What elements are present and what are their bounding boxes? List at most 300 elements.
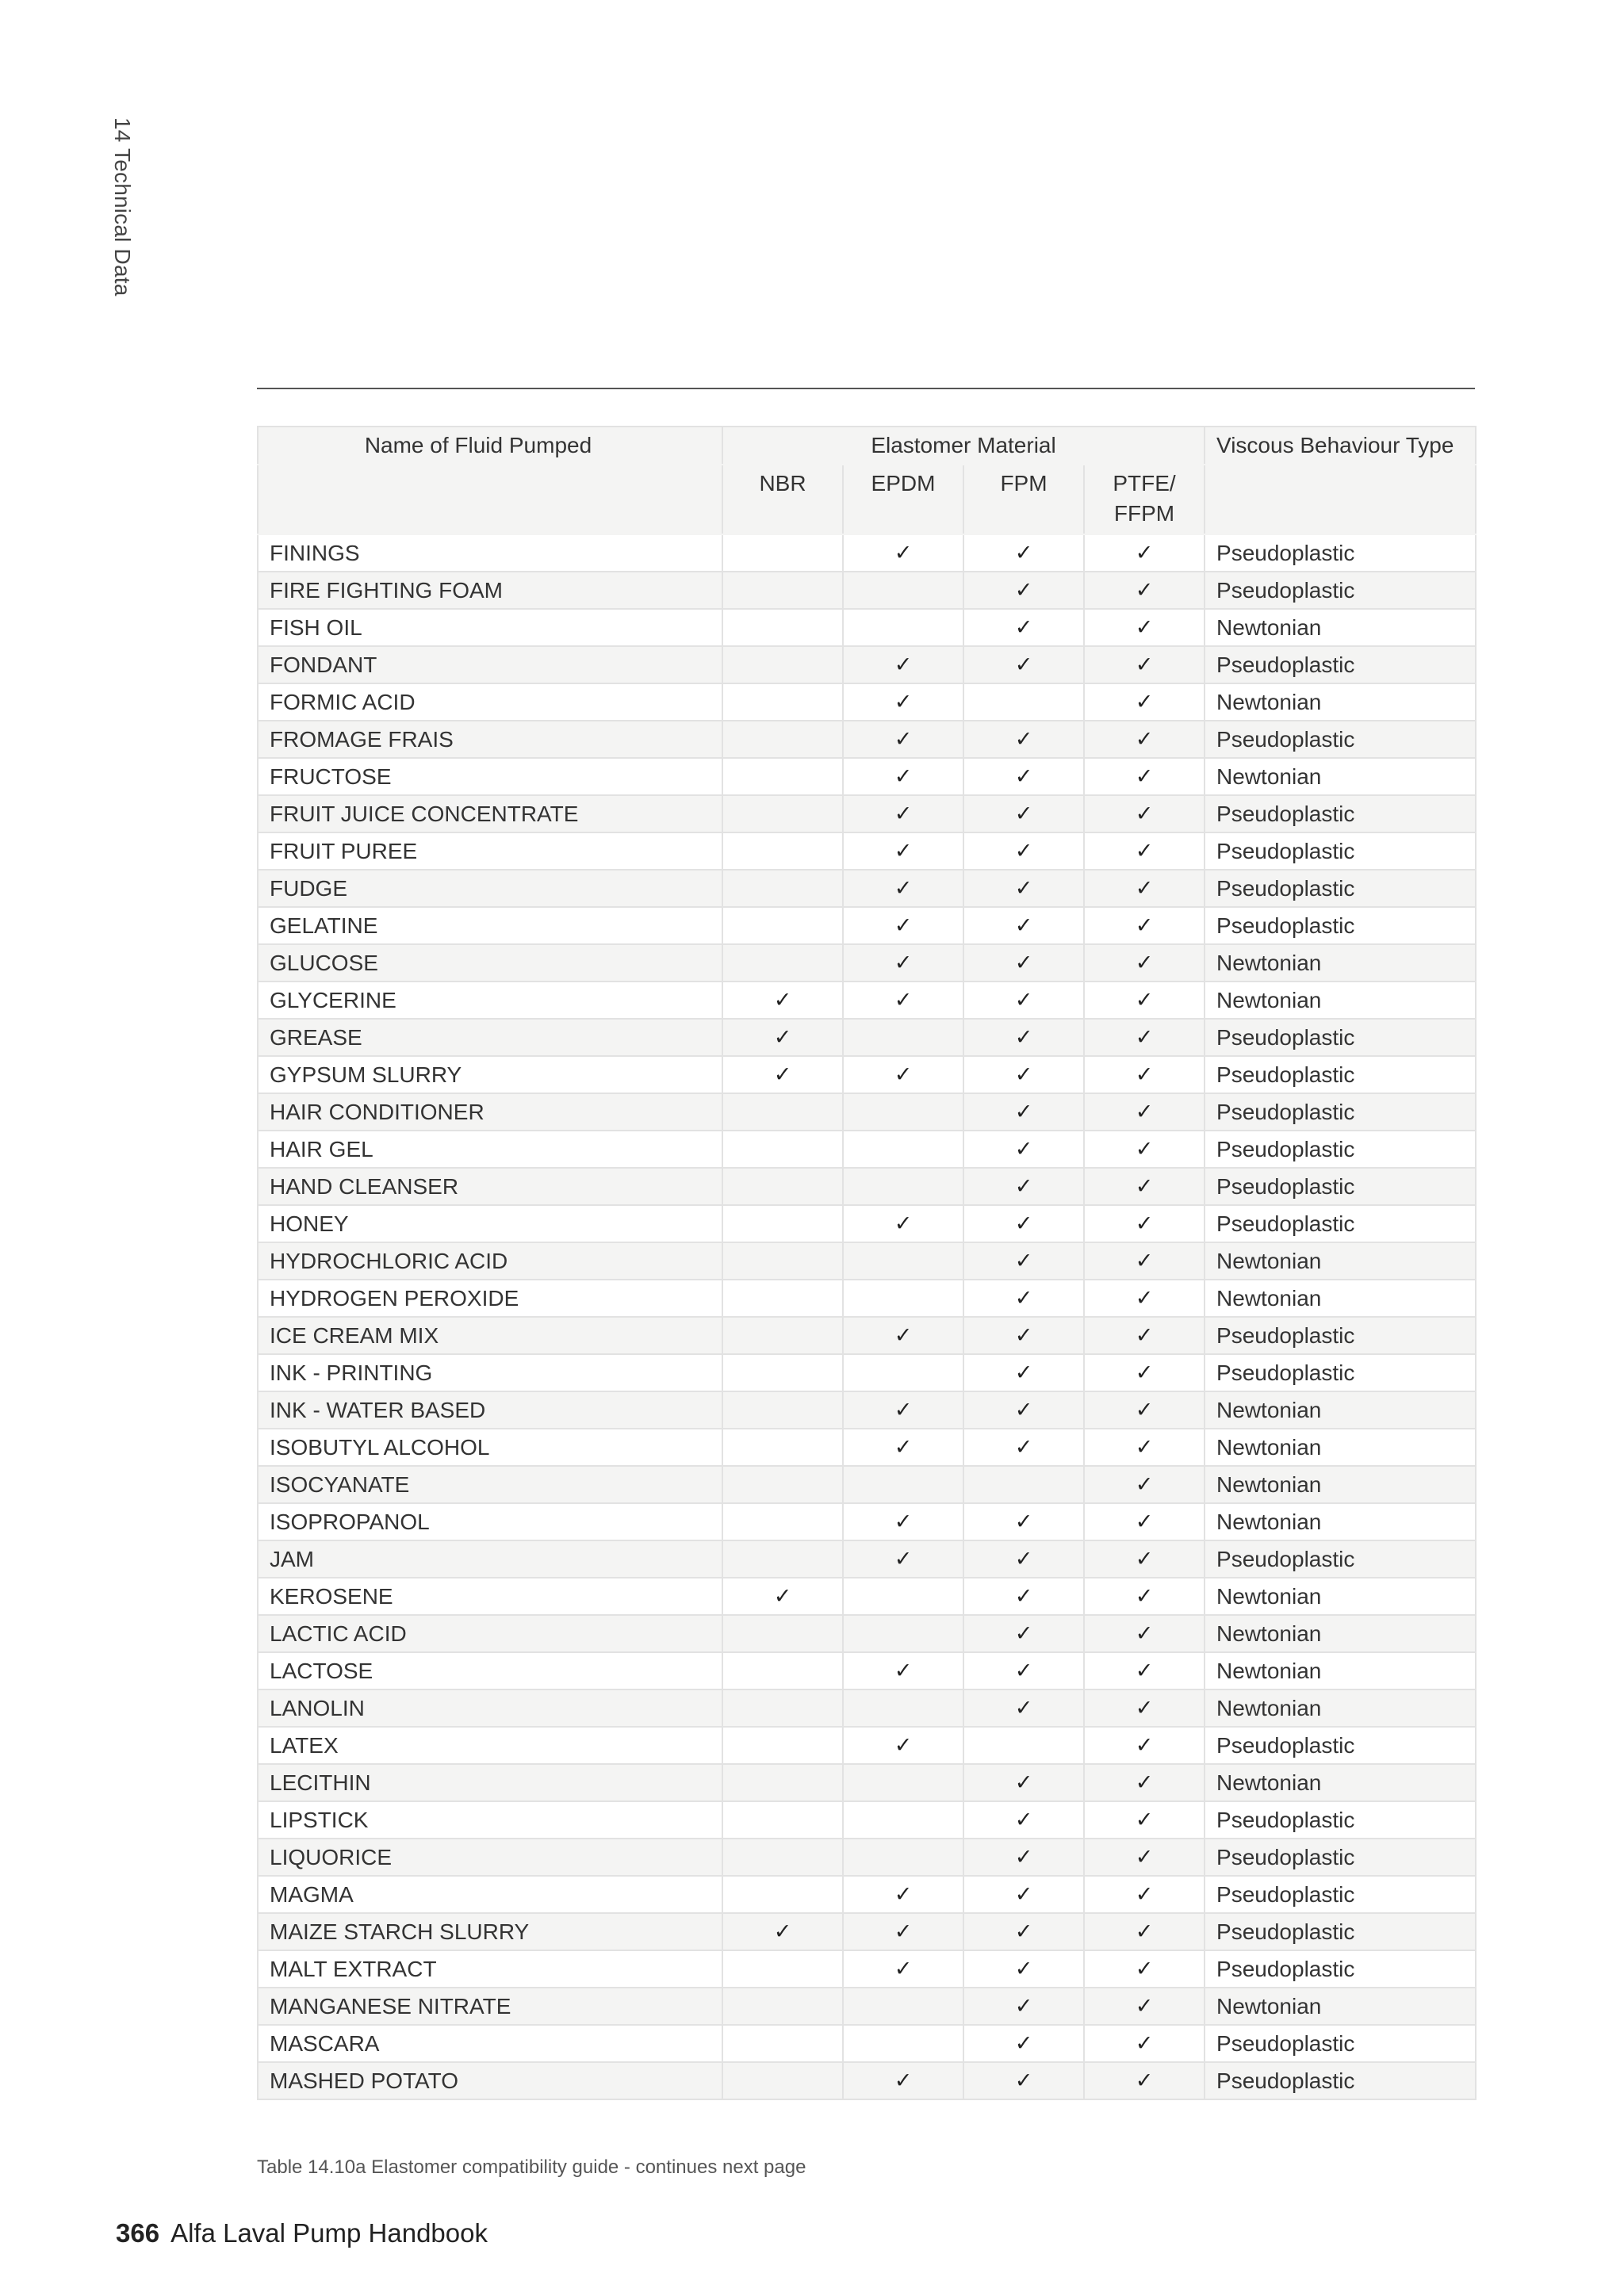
viscous-type-cell: Pseudoplastic [1205, 1168, 1476, 1205]
check-mark-icon: ✓ [1014, 1659, 1033, 1682]
fpm-compat-cell [963, 1391, 1084, 1429]
fluid-name-cell: MALT EXTRACT [258, 1950, 722, 1988]
viscous-type-cell: Pseudoplastic [1205, 1913, 1476, 1950]
check-mark-icon: ✓ [1135, 1360, 1154, 1384]
table-row [258, 1429, 1476, 1466]
ptfe-compat-cell [1084, 1689, 1205, 1727]
header-elastomer-material: Elastomer Material [722, 427, 1205, 465]
fluid-name-cell: GLYCERINE [258, 982, 722, 1019]
check-mark-icon: ✓ [894, 1323, 913, 1347]
epdm-compat-cell [843, 2025, 963, 2062]
check-mark-icon: ✓ [1014, 1100, 1033, 1123]
ptfe-compat-cell [1084, 1131, 1205, 1168]
fluid-name-cell: FRUIT PUREE [258, 832, 722, 870]
fluid-name-cell: MANGANESE NITRATE [258, 1988, 722, 2025]
table-row [258, 1913, 1476, 1950]
nbr-compat-cell [722, 1354, 843, 1391]
check-mark-icon: ✓ [1135, 1062, 1154, 1086]
check-mark-icon: ✓ [1014, 1286, 1033, 1310]
check-mark-icon: ✓ [894, 652, 913, 676]
fpm-compat-cell [963, 1839, 1084, 1876]
check-mark-icon: ✓ [1135, 1882, 1154, 1906]
nbr-compat-cell [722, 832, 843, 870]
ptfe-compat-cell [1084, 1280, 1205, 1317]
ptfe-compat-cell [1084, 982, 1205, 1019]
ptfe-compat-cell [1084, 1876, 1205, 1913]
check-mark-icon: ✓ [1135, 1733, 1154, 1757]
check-mark-icon: ✓ [894, 951, 913, 974]
check-mark-icon: ✓ [773, 1919, 792, 1943]
check-mark-icon: ✓ [1135, 690, 1154, 714]
table-row [258, 1205, 1476, 1242]
epdm-compat-cell [843, 1764, 963, 1801]
viscous-type-cell: Newtonian [1205, 1689, 1476, 1727]
viscous-type-cell: Newtonian [1205, 1578, 1476, 1615]
ptfe-compat-cell [1084, 758, 1205, 795]
check-mark-icon: ✓ [1135, 615, 1154, 639]
ptfe-compat-cell [1084, 2025, 1205, 2062]
check-mark-icon: ✓ [894, 727, 913, 751]
epdm-compat-cell [843, 2062, 963, 2099]
check-mark-icon: ✓ [1135, 839, 1154, 863]
nbr-compat-cell [722, 870, 843, 907]
viscous-type-cell: Pseudoplastic [1205, 1317, 1476, 1354]
epdm-compat-cell [843, 721, 963, 758]
epdm-compat-cell [843, 1689, 963, 1727]
epdm-compat-cell [843, 944, 963, 982]
viscous-type-cell: Pseudoplastic [1205, 1839, 1476, 1876]
check-mark-icon: ✓ [1014, 1919, 1033, 1943]
ptfe-compat-cell [1084, 1466, 1205, 1503]
fluid-name-cell: LATEX [258, 1727, 722, 1764]
nbr-compat-cell [722, 2025, 843, 2062]
ptfe-compat-cell [1084, 1503, 1205, 1540]
check-mark-icon: ✓ [894, 988, 913, 1012]
fluid-name-cell: GREASE [258, 1019, 722, 1056]
fpm-compat-cell [963, 1615, 1084, 1652]
check-mark-icon: ✓ [1135, 1957, 1154, 1980]
fluid-name-cell: HONEY [258, 1205, 722, 1242]
viscous-type-cell: Newtonian [1205, 1764, 1476, 1801]
nbr-compat-cell [722, 1056, 843, 1093]
epdm-compat-cell [843, 1466, 963, 1503]
viscous-type-cell: Pseudoplastic [1205, 1019, 1476, 1056]
epdm-compat-cell [843, 832, 963, 870]
check-mark-icon: ✓ [1135, 578, 1154, 602]
check-mark-icon: ✓ [1014, 1845, 1033, 1869]
fluid-name-cell: ICE CREAM MIX [258, 1317, 722, 1354]
viscous-type-cell: Pseudoplastic [1205, 1056, 1476, 1093]
fluid-name-cell: LECITHIN [258, 1764, 722, 1801]
check-mark-icon: ✓ [894, 541, 913, 564]
check-mark-icon: ✓ [1014, 1547, 1033, 1571]
fpm-compat-cell [963, 1019, 1084, 1056]
viscous-type-cell: Pseudoplastic [1205, 572, 1476, 609]
epdm-compat-cell [843, 1317, 963, 1354]
epdm-compat-cell [843, 1615, 963, 1652]
header-fpm: FPM [963, 465, 1084, 534]
fpm-compat-cell [963, 1689, 1084, 1727]
fluid-name-cell: LIQUORICE [258, 1839, 722, 1876]
check-mark-icon: ✓ [1014, 839, 1033, 863]
fpm-compat-cell [963, 609, 1084, 646]
viscous-type-cell: Pseudoplastic [1205, 1205, 1476, 1242]
ptfe-compat-cell [1084, 1950, 1205, 1988]
fpm-compat-cell [963, 795, 1084, 832]
fluid-name-cell: ISOCYANATE [258, 1466, 722, 1503]
fluid-name-cell: INK - PRINTING [258, 1354, 722, 1391]
ptfe-compat-cell [1084, 1578, 1205, 1615]
fluid-name-cell: FUDGE [258, 870, 722, 907]
check-mark-icon: ✓ [894, 1659, 913, 1682]
check-mark-icon: ✓ [1014, 1137, 1033, 1161]
epdm-compat-cell [843, 572, 963, 609]
epdm-compat-cell [843, 1205, 963, 1242]
viscous-type-cell: Newtonian [1205, 1503, 1476, 1540]
top-divider [257, 388, 1475, 389]
table-row [258, 1540, 1476, 1578]
fluid-name-cell: FORMIC ACID [258, 683, 722, 721]
epdm-compat-cell [843, 534, 963, 572]
check-mark-icon: ✓ [1014, 1435, 1033, 1459]
nbr-compat-cell [722, 572, 843, 609]
nbr-compat-cell [722, 1578, 843, 1615]
epdm-compat-cell [843, 683, 963, 721]
table-row [258, 1727, 1476, 1764]
ptfe-compat-cell [1084, 1801, 1205, 1839]
ptfe-compat-cell [1084, 1205, 1205, 1242]
nbr-compat-cell [722, 1466, 843, 1503]
viscous-type-cell: Pseudoplastic [1205, 870, 1476, 907]
check-mark-icon: ✓ [1014, 2031, 1033, 2055]
epdm-compat-cell [843, 1503, 963, 1540]
check-mark-icon: ✓ [1135, 1621, 1154, 1645]
fluid-name-cell: GELATINE [258, 907, 722, 944]
fpm-compat-cell [963, 1131, 1084, 1168]
ptfe-compat-cell [1084, 1391, 1205, 1429]
ptfe-compat-cell [1084, 1615, 1205, 1652]
ptfe-compat-cell [1084, 907, 1205, 944]
fpm-compat-cell [963, 1876, 1084, 1913]
table-row [258, 1764, 1476, 1801]
table-row [258, 1578, 1476, 1615]
fpm-compat-cell [963, 1429, 1084, 1466]
table-row [258, 944, 1476, 982]
viscous-type-cell: Pseudoplastic [1205, 1727, 1476, 1764]
table-row [258, 1391, 1476, 1429]
epdm-compat-cell [843, 758, 963, 795]
fpm-compat-cell [963, 683, 1084, 721]
viscous-type-cell: Newtonian [1205, 609, 1476, 646]
check-mark-icon: ✓ [894, 1957, 913, 1980]
epdm-compat-cell [843, 1429, 963, 1466]
ptfe-compat-cell [1084, 870, 1205, 907]
viscous-type-cell: Newtonian [1205, 944, 1476, 982]
check-mark-icon: ✓ [1135, 764, 1154, 788]
fluid-name-cell: FONDANT [258, 646, 722, 683]
nbr-compat-cell [722, 1652, 843, 1689]
check-mark-icon: ✓ [1014, 1621, 1033, 1645]
nbr-compat-cell [722, 683, 843, 721]
epdm-compat-cell [843, 1801, 963, 1839]
nbr-compat-cell [722, 2062, 843, 2099]
nbr-compat-cell [722, 944, 843, 982]
nbr-compat-cell [722, 1540, 843, 1578]
nbr-compat-cell [722, 1093, 843, 1131]
check-mark-icon: ✓ [1135, 1137, 1154, 1161]
ptfe-compat-cell [1084, 1317, 1205, 1354]
page-number: 366 [116, 2218, 160, 2248]
check-mark-icon: ✓ [1014, 1025, 1033, 1049]
fpm-compat-cell [963, 1280, 1084, 1317]
table-body [258, 534, 1476, 2099]
fpm-compat-cell [963, 721, 1084, 758]
viscous-type-cell: Pseudoplastic [1205, 721, 1476, 758]
fpm-compat-cell [963, 1988, 1084, 2025]
table-row [258, 683, 1476, 721]
check-mark-icon: ✓ [1135, 951, 1154, 974]
table-row [258, 1280, 1476, 1317]
ptfe-compat-cell [1084, 1168, 1205, 1205]
epdm-compat-cell [843, 1950, 963, 1988]
check-mark-icon: ✓ [773, 988, 792, 1012]
table-row [258, 2025, 1476, 2062]
viscous-type-cell: Pseudoplastic [1205, 1131, 1476, 1168]
fpm-compat-cell [963, 1093, 1084, 1131]
fluid-name-cell: HAIR CONDITIONER [258, 1093, 722, 1131]
check-mark-icon: ✓ [1014, 1882, 1033, 1906]
fpm-compat-cell [963, 944, 1084, 982]
epdm-compat-cell [843, 907, 963, 944]
check-mark-icon: ✓ [1135, 1398, 1154, 1422]
nbr-compat-cell [722, 1503, 843, 1540]
viscous-type-cell: Newtonian [1205, 1242, 1476, 1280]
epdm-compat-cell [843, 1354, 963, 1391]
table-row [258, 1317, 1476, 1354]
table-row [258, 1988, 1476, 2025]
viscous-type-cell: Pseudoplastic [1205, 832, 1476, 870]
table-caption: Table 14.10a Elastomer compatibility guide - continues next page [257, 2156, 806, 2178]
table-row [258, 982, 1476, 1019]
check-mark-icon: ✓ [1014, 578, 1033, 602]
nbr-compat-cell [722, 907, 843, 944]
check-mark-icon: ✓ [1135, 1510, 1154, 1533]
page-footer [116, 2218, 488, 2248]
epdm-compat-cell [843, 1391, 963, 1429]
nbr-compat-cell [722, 1168, 843, 1205]
check-mark-icon: ✓ [773, 1062, 792, 1086]
check-mark-icon: ✓ [1014, 1249, 1033, 1272]
fluid-name-cell: JAM [258, 1540, 722, 1578]
check-mark-icon: ✓ [773, 1584, 792, 1608]
check-mark-icon: ✓ [894, 1062, 913, 1086]
table-row [258, 2062, 1476, 2099]
ptfe-compat-cell [1084, 2062, 1205, 2099]
epdm-compat-cell [843, 646, 963, 683]
epdm-compat-cell [843, 1988, 963, 2025]
check-mark-icon: ✓ [894, 913, 913, 937]
header-ptfe-ffpm: PTFE/ FFPM [1084, 465, 1205, 534]
viscous-type-cell: Pseudoplastic [1205, 2025, 1476, 2062]
nbr-compat-cell [722, 1615, 843, 1652]
table-row [258, 758, 1476, 795]
nbr-compat-cell [722, 1876, 843, 1913]
ptfe-compat-cell [1084, 1354, 1205, 1391]
header-fluid-name: Name of Fluid Pumped [258, 427, 722, 465]
table-row [258, 572, 1476, 609]
table-row [258, 1876, 1476, 1913]
ptfe-compat-cell [1084, 534, 1205, 572]
ptfe-compat-cell [1084, 1764, 1205, 1801]
nbr-compat-cell [722, 1242, 843, 1280]
table-row [258, 1652, 1476, 1689]
nbr-compat-cell [722, 795, 843, 832]
nbr-compat-cell [722, 1019, 843, 1056]
epdm-compat-cell [843, 1839, 963, 1876]
check-mark-icon: ✓ [1014, 1584, 1033, 1608]
table-row [258, 1093, 1476, 1131]
fpm-compat-cell [963, 832, 1084, 870]
check-mark-icon: ✓ [894, 1733, 913, 1757]
ptfe-compat-cell [1084, 1429, 1205, 1466]
check-mark-icon: ✓ [1014, 1994, 1033, 2018]
fluid-name-cell: LACTIC ACID [258, 1615, 722, 1652]
nbr-compat-cell [722, 1429, 843, 1466]
check-mark-icon: ✓ [1135, 1808, 1154, 1831]
fluid-name-cell: ISOPROPANOL [258, 1503, 722, 1540]
epdm-compat-cell [843, 870, 963, 907]
table-row [258, 907, 1476, 944]
epdm-compat-cell [843, 982, 963, 1019]
ptfe-compat-cell [1084, 683, 1205, 721]
fpm-compat-cell [963, 1540, 1084, 1578]
fpm-compat-cell [963, 1764, 1084, 1801]
check-mark-icon: ✓ [894, 1398, 913, 1422]
ptfe-compat-cell [1084, 1727, 1205, 1764]
viscous-type-cell: Pseudoplastic [1205, 907, 1476, 944]
epdm-compat-cell [843, 1540, 963, 1578]
check-mark-icon: ✓ [894, 1510, 913, 1533]
table-row [258, 1131, 1476, 1168]
fpm-compat-cell [963, 1205, 1084, 1242]
check-mark-icon: ✓ [1014, 1770, 1033, 1794]
check-mark-icon: ✓ [894, 1882, 913, 1906]
fpm-compat-cell [963, 1056, 1084, 1093]
check-mark-icon: ✓ [1014, 652, 1033, 676]
check-mark-icon: ✓ [1135, 1845, 1154, 1869]
epdm-compat-cell [843, 1168, 963, 1205]
epdm-compat-cell [843, 1056, 963, 1093]
fluid-name-cell: FRUIT JUICE CONCENTRATE [258, 795, 722, 832]
table-row [258, 1242, 1476, 1280]
check-mark-icon: ✓ [1135, 1659, 1154, 1682]
nbr-compat-cell [722, 1764, 843, 1801]
check-mark-icon: ✓ [1014, 541, 1033, 564]
fluid-name-cell: MAGMA [258, 1876, 722, 1913]
nbr-compat-cell [722, 534, 843, 572]
fluid-name-cell: FRUCTOSE [258, 758, 722, 795]
fluid-name-cell: GLUCOSE [258, 944, 722, 982]
check-mark-icon: ✓ [1135, 1286, 1154, 1310]
fluid-name-cell: FISH OIL [258, 609, 722, 646]
check-mark-icon: ✓ [1135, 876, 1154, 900]
check-mark-icon: ✓ [894, 802, 913, 825]
ptfe-compat-cell [1084, 1540, 1205, 1578]
table-row [258, 1466, 1476, 1503]
check-mark-icon: ✓ [1135, 1696, 1154, 1720]
table-row [258, 721, 1476, 758]
check-mark-icon: ✓ [1135, 913, 1154, 937]
table-row [258, 1615, 1476, 1652]
ptfe-compat-cell [1084, 572, 1205, 609]
epdm-compat-cell [843, 1280, 963, 1317]
table-row [258, 870, 1476, 907]
fpm-compat-cell [963, 1168, 1084, 1205]
check-mark-icon: ✓ [1014, 988, 1033, 1012]
viscous-type-cell: Newtonian [1205, 1988, 1476, 2025]
fluid-name-cell: MAIZE STARCH SLURRY [258, 1913, 722, 1950]
check-mark-icon: ✓ [1014, 1062, 1033, 1086]
fluid-name-cell: LIPSTICK [258, 1801, 722, 1839]
fpm-compat-cell [963, 572, 1084, 609]
viscous-type-cell: Pseudoplastic [1205, 646, 1476, 683]
table-row [258, 646, 1476, 683]
viscous-type-cell: Pseudoplastic [1205, 1950, 1476, 1988]
nbr-compat-cell [722, 646, 843, 683]
fpm-compat-cell [963, 1801, 1084, 1839]
check-mark-icon: ✓ [1135, 1919, 1154, 1943]
table-row [258, 1801, 1476, 1839]
check-mark-icon: ✓ [894, 1211, 913, 1235]
ptfe-compat-cell [1084, 1839, 1205, 1876]
viscous-type-cell: Pseudoplastic [1205, 534, 1476, 572]
epdm-compat-cell [843, 1131, 963, 1168]
viscous-type-cell: Newtonian [1205, 982, 1476, 1019]
check-mark-icon: ✓ [1014, 1398, 1033, 1422]
viscous-type-cell: Pseudoplastic [1205, 2062, 1476, 2099]
viscous-type-cell: Pseudoplastic [1205, 1354, 1476, 1391]
fpm-compat-cell [963, 1317, 1084, 1354]
check-mark-icon: ✓ [1135, 802, 1154, 825]
check-mark-icon: ✓ [1014, 615, 1033, 639]
check-mark-icon: ✓ [1014, 1360, 1033, 1384]
header-viscous-behaviour: Viscous Behaviour Type [1205, 427, 1476, 465]
fpm-compat-cell [963, 1950, 1084, 1988]
table-header [258, 427, 1476, 534]
check-mark-icon: ✓ [1014, 876, 1033, 900]
header-visc-spacer [1205, 465, 1476, 534]
fluid-name-cell: MASHED POTATO [258, 2062, 722, 2099]
check-mark-icon: ✓ [894, 839, 913, 863]
ptfe-compat-cell [1084, 795, 1205, 832]
check-mark-icon: ✓ [1135, 727, 1154, 751]
check-mark-icon: ✓ [1014, 1696, 1033, 1720]
fluid-name-cell: LACTOSE [258, 1652, 722, 1689]
table-row [258, 1056, 1476, 1093]
epdm-compat-cell [843, 1019, 963, 1056]
ptfe-compat-cell [1084, 609, 1205, 646]
check-mark-icon: ✓ [894, 690, 913, 714]
check-mark-icon: ✓ [894, 764, 913, 788]
check-mark-icon: ✓ [1014, 727, 1033, 751]
fpm-compat-cell [963, 1913, 1084, 1950]
table-row [258, 1019, 1476, 1056]
table-row [258, 832, 1476, 870]
fpm-compat-cell [963, 870, 1084, 907]
check-mark-icon: ✓ [1014, 913, 1033, 937]
nbr-compat-cell [722, 1391, 843, 1429]
check-mark-icon: ✓ [1014, 1211, 1033, 1235]
